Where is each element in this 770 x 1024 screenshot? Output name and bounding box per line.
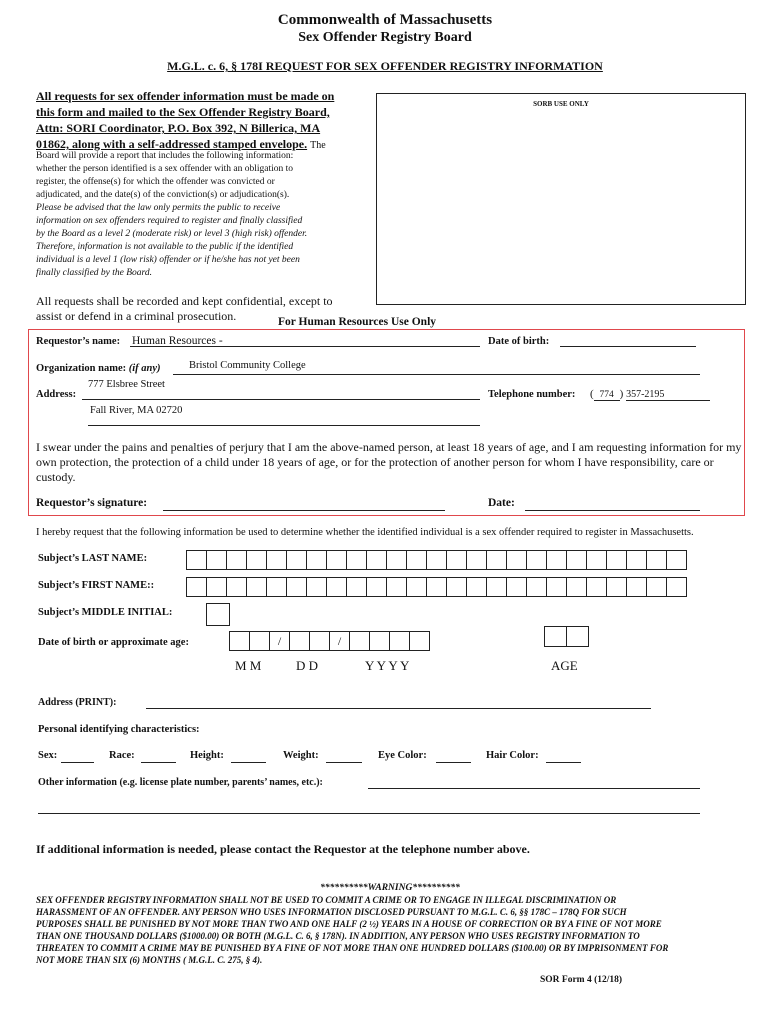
intro-italic-line: Please be advised that the law only permits the public to receive xyxy=(36,203,281,213)
subject-middle-initial-label: Subject’s MIDDLE INITIAL: xyxy=(38,607,173,618)
telephone-label: Telephone number: xyxy=(488,389,576,400)
age-box[interactable] xyxy=(566,626,589,647)
dob-month-box[interactable] xyxy=(249,631,270,651)
requestor-name-value: Human Resources - xyxy=(132,335,223,347)
confidential-line: All requests shall be recorded and kept confidential, except to xyxy=(36,294,333,308)
dob-year-box[interactable] xyxy=(369,631,390,651)
confidential-line: assist or defend in a criminal prosecution. xyxy=(36,309,237,323)
height-field[interactable] xyxy=(231,750,266,763)
first-name-char-box[interactable] xyxy=(386,577,407,597)
first-name-char-box[interactable] xyxy=(586,577,607,597)
dob-yyyy-caption: Y Y Y Y xyxy=(365,658,410,673)
intro-plain-line: adjudicated, and the date(s) of the conviction(s) or adjudication(s). xyxy=(36,190,290,200)
first-name-char-box[interactable] xyxy=(606,577,627,597)
last-name-char-box[interactable] xyxy=(586,550,607,570)
request-statement: I hereby request that the following information be used to determine whether the identified individual is a sex offender required to register in Massachusetts. xyxy=(36,527,694,538)
last-name-char-box[interactable] xyxy=(626,550,647,570)
intro-italic-line: by the Board as a level 2 (moderate risk) or level 3 (high risk) offender. xyxy=(36,229,308,239)
first-name-char-box[interactable] xyxy=(466,577,487,597)
dob-year-box[interactable] xyxy=(409,631,430,651)
address-field-line1[interactable] xyxy=(82,386,480,400)
last-name-char-box[interactable] xyxy=(426,550,447,570)
last-name-char-box[interactable] xyxy=(526,550,547,570)
other-info-field-line2[interactable] xyxy=(38,802,700,814)
subject-dob-label: Date of birth or approximate age: xyxy=(38,637,189,648)
dob-slash: / xyxy=(269,631,290,651)
age-box[interactable] xyxy=(544,626,567,647)
last-name-char-box[interactable] xyxy=(386,550,407,570)
address-line2: Fall River, MA 02720 xyxy=(90,405,183,416)
address-field-line2[interactable] xyxy=(88,412,480,426)
hair-color-field[interactable] xyxy=(546,750,581,763)
eye-color-field[interactable] xyxy=(436,750,471,763)
dob-day-box[interactable] xyxy=(309,631,330,651)
intro-line: this form and mailed to the Sex Offender Registry Board, xyxy=(36,105,330,119)
first-name-char-box[interactable] xyxy=(346,577,367,597)
eye-color-label: Eye Color: xyxy=(378,750,427,761)
last-name-char-box[interactable] xyxy=(306,550,327,570)
last-name-char-box[interactable] xyxy=(186,550,207,570)
address-line1: 777 Elsbree Street xyxy=(88,379,165,390)
subject-last-name-label: Subject’s LAST NAME: xyxy=(38,553,148,564)
first-name-char-box[interactable] xyxy=(246,577,267,597)
first-name-char-box[interactable] xyxy=(366,577,387,597)
statute-line: M.G.L. c. 6, § 178I REQUEST FOR SEX OFFENDER REGISTRY INFORMATION xyxy=(167,59,603,73)
last-name-char-box[interactable] xyxy=(326,550,347,570)
last-name-char-box[interactable] xyxy=(346,550,367,570)
requestor-name-field[interactable] xyxy=(130,331,480,347)
first-name-char-box[interactable] xyxy=(626,577,647,597)
telephone-field[interactable]: ( 774 ) 357-2195 xyxy=(590,388,710,401)
first-name-char-box[interactable] xyxy=(186,577,207,597)
sex-field[interactable] xyxy=(61,750,94,763)
warning-line: SEX OFFENDER REGISTRY INFORMATION SHALL NOT BE USED TO COMMIT A CRIME OR TO ENGAGE IN ILLEGAL DISCRIMINATION OR xyxy=(36,895,617,905)
document-subtitle: Sex Offender Registry Board xyxy=(298,30,472,45)
requestor-dob-field[interactable] xyxy=(560,333,696,347)
first-name-char-box[interactable] xyxy=(206,577,227,597)
last-name-char-box[interactable] xyxy=(666,550,687,570)
warning-line: HARASSMENT OF AN OFFENDER. ANY PERSON WHO USES INFORMATION DISCLOSED PURSUANT TO M.G.L. C. 6, §§ 178C – 178Q FOR SUCH xyxy=(36,907,627,917)
subject-address-label: Address (PRINT): xyxy=(38,697,117,708)
organization-field[interactable] xyxy=(173,355,700,375)
first-name-char-box[interactable] xyxy=(566,577,587,597)
warning-line: THREATEN TO COMMIT A CRIME MAY BE PUNISHED BY A FINE OF NOT MORE THAN ONE HUNDRED DOLLARS ($100.00) OR BY IMPRISONMENT FOR xyxy=(36,943,669,953)
first-name-char-box[interactable] xyxy=(646,577,667,597)
organization-value: Bristol Community College xyxy=(189,360,306,371)
subject-first-name-label: Subject’s FIRST NAME:: xyxy=(38,580,155,591)
sorb-use-only-box xyxy=(376,93,746,305)
sex-label: Sex: xyxy=(38,750,58,761)
first-name-char-box[interactable] xyxy=(446,577,467,597)
height-label: Height: xyxy=(190,750,224,761)
signature-field[interactable] xyxy=(163,497,445,511)
weight-field[interactable] xyxy=(326,750,362,763)
warning-text xyxy=(36,894,756,966)
intro-line: Attn: SORI Coordinator, P.O. Box 392, N Billerica, MA xyxy=(36,121,321,135)
race-field[interactable] xyxy=(141,750,176,763)
last-name-char-box[interactable] xyxy=(286,550,307,570)
last-name-char-box[interactable] xyxy=(606,550,627,570)
signature-date-label: Date: xyxy=(488,497,515,509)
intro-italic-line: individual is a level 1 (low risk) offender or if he/she has not yet been xyxy=(36,255,300,265)
first-name-char-box[interactable] xyxy=(486,577,507,597)
intro-line: 01862, along with a self-addressed stamped envelope. xyxy=(36,137,308,151)
signature-date-field[interactable] xyxy=(525,497,700,511)
intro-italic-line: Therefore, information is not available to the public if the identified xyxy=(36,242,294,252)
document-title: Commonwealth of Massachusetts xyxy=(277,12,493,28)
dob-dd-caption: D D xyxy=(296,658,319,673)
other-info-label: Other information (e.g. license plate number, parents’ names, etc.): xyxy=(38,777,323,788)
intro-plain-line: register, the offense(s) for which the offender was convicted or xyxy=(36,177,275,187)
warning-line: THAN ONE THOUSAND DOLLARS ($1000.00) OR BOTH (M.G.L. C. 6, § 178N). IN ADDITION, ANY PERSON WHO USES REGISTRY INFORMATION TO xyxy=(36,931,640,941)
organization-label-text: Organization name: xyxy=(36,363,127,374)
form-id: SOR Form 4 (12/18) xyxy=(540,975,623,985)
dob-year-box[interactable] xyxy=(349,631,370,651)
last-name-char-box[interactable] xyxy=(206,550,227,570)
dob-month-box[interactable] xyxy=(229,631,250,651)
subject-first-name-boxes[interactable] xyxy=(186,577,686,597)
subject-age-boxes[interactable] xyxy=(544,626,588,647)
last-name-char-box[interactable] xyxy=(646,550,667,570)
last-name-char-box[interactable] xyxy=(406,550,427,570)
first-name-char-box[interactable] xyxy=(506,577,527,597)
subject-middle-initial-box[interactable] xyxy=(206,603,230,626)
other-info-field[interactable] xyxy=(368,777,700,789)
race-label: Race: xyxy=(109,750,135,761)
subject-last-name-boxes[interactable] xyxy=(186,550,686,570)
intro-the-word: The xyxy=(310,140,326,151)
last-name-char-box[interactable] xyxy=(566,550,587,570)
first-name-char-box[interactable] xyxy=(666,577,687,597)
warning-line: PURPOSES SHALL BE PUNISHED BY NOT MORE THAN TWO AND ONE HALF (2 ½) YEARS IN A HOUSE OF CORRECTION OR BY A FINE OF NOT MORE xyxy=(36,919,662,929)
first-name-char-box[interactable] xyxy=(526,577,547,597)
dob-year-box[interactable] xyxy=(389,631,410,651)
last-name-char-box[interactable] xyxy=(226,550,247,570)
first-name-char-box[interactable] xyxy=(226,577,247,597)
contact-note: If additional information is needed, please contact the Requestor at the telephone number above. xyxy=(36,842,530,856)
last-name-char-box[interactable] xyxy=(366,550,387,570)
intro-plain-block xyxy=(36,150,376,280)
age-caption: AGE xyxy=(551,658,578,673)
intro-italic-line: information on sex offenders required to register and finally classified xyxy=(36,216,303,226)
telephone-number: 357-2195 xyxy=(626,389,710,401)
dob-mm-caption: M M xyxy=(235,658,262,673)
first-name-char-box[interactable] xyxy=(306,577,327,597)
intro-italic-line: finally classified by the Board. xyxy=(36,268,153,278)
last-name-char-box[interactable] xyxy=(466,550,487,570)
intro-line: All requests for sex offender information must be made on xyxy=(36,89,335,103)
organization-ifany: (if any) xyxy=(128,363,161,374)
intro-plain-line: whether the person identified is a sex offender with an obligation to xyxy=(36,164,294,174)
hr-use-only-label: For Human Resources Use Only xyxy=(278,316,437,328)
weight-label: Weight: xyxy=(283,750,319,761)
requestor-dob-label: Date of birth: xyxy=(488,336,550,347)
sorb-use-only-label: SORB USE ONLY xyxy=(533,100,589,108)
hair-color-label: Hair Color: xyxy=(486,750,539,761)
last-name-char-box[interactable] xyxy=(506,550,527,570)
last-name-char-box[interactable] xyxy=(266,550,287,570)
organization-label xyxy=(36,363,161,374)
dob-day-box[interactable] xyxy=(289,631,310,651)
first-name-char-box[interactable] xyxy=(426,577,447,597)
subject-address-field[interactable] xyxy=(146,696,651,709)
last-name-char-box[interactable] xyxy=(546,550,567,570)
dob-slash: / xyxy=(329,631,350,651)
warning-line: NOT MORE THAN SIX (6) MONTHS ( M.G.L. C. 275, § 4). xyxy=(36,955,263,965)
requestor-name-label: Requestor’s name: xyxy=(36,336,121,347)
telephone-area-code: 774 xyxy=(594,390,620,401)
signature-label: Requestor’s signature: xyxy=(36,497,148,509)
first-name-char-box[interactable] xyxy=(266,577,287,597)
characteristics-label: Personal identifying characteristics: xyxy=(38,724,200,735)
first-name-char-box[interactable] xyxy=(406,577,427,597)
last-name-char-box[interactable] xyxy=(446,550,467,570)
warning-heading: **********WARNING********** xyxy=(320,883,460,893)
last-name-char-box[interactable] xyxy=(246,550,267,570)
subject-dob-boxes[interactable] xyxy=(229,631,429,651)
address-label: Address: xyxy=(36,389,77,400)
first-name-char-box[interactable] xyxy=(546,577,567,597)
perjury-oath: I swear under the pains and penalties of perjury that I am the above-named person, at least 18 years of age, and I am requesting information for my own protection, the protection of a child under 18 years of age, or for the protection of another person for whom I have responsibility, care or custody. xyxy=(36,440,742,484)
first-name-char-box[interactable] xyxy=(286,577,307,597)
intro-plain-line: Board will provide a report that includes the following information: xyxy=(36,151,294,161)
last-name-char-box[interactable] xyxy=(486,550,507,570)
intro-bold-block xyxy=(36,88,376,154)
first-name-char-box[interactable] xyxy=(326,577,347,597)
